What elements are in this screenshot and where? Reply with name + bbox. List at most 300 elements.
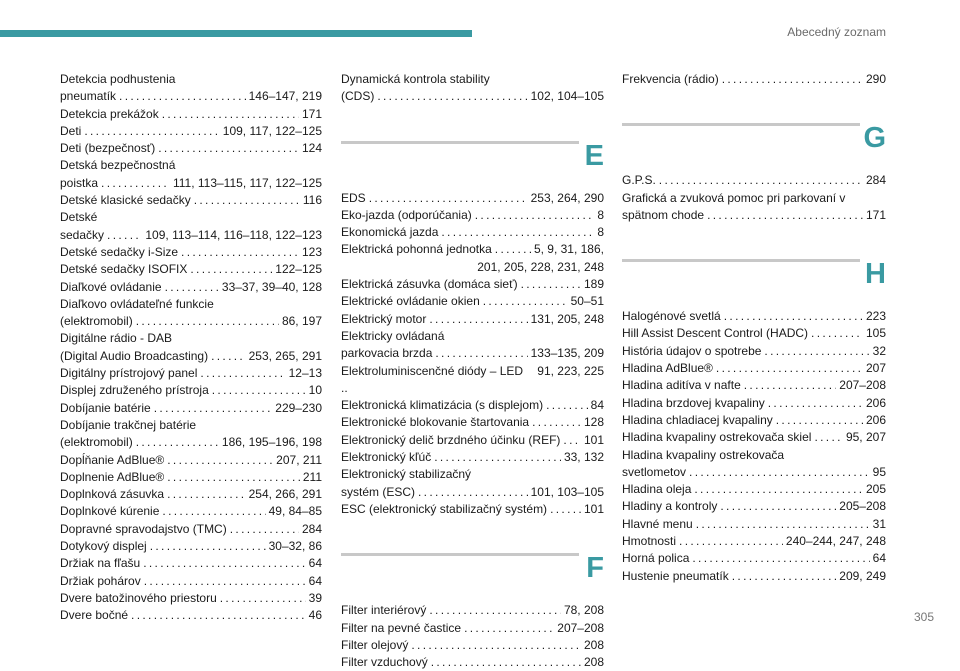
index-entry-heading: Dynamická kontrola stability: [341, 72, 490, 86]
index-entry: [60, 71, 322, 106]
index-entry-pages: 102, 104–105: [530, 89, 604, 104]
index-entry: [622, 447, 886, 482]
index-entry-line: [60, 227, 322, 244]
index-entry-label: Elektrická pohonná jednotka: [341, 242, 492, 257]
index-entry: [622, 377, 886, 394]
index-entry-line: [341, 345, 604, 362]
index-entry: [341, 432, 604, 449]
index-entry-label: História údajov o spotrebe: [622, 343, 762, 358]
index-entry-line: [622, 207, 886, 224]
index-entry-label: Elektrický motor: [341, 311, 427, 326]
index-entry-line: [622, 343, 886, 360]
index-entry-line: [341, 654, 604, 671]
index-entry: [622, 533, 886, 550]
index-entry: [341, 224, 604, 241]
index-entry-label: Elektrická zásuvka (domáca sieť): [341, 277, 518, 292]
index-entry: [622, 516, 886, 533]
dot-leader: [230, 521, 299, 538]
index-entry-label: Horná polica: [622, 551, 690, 566]
dot-leader: [107, 227, 142, 244]
index-entry: [341, 190, 604, 207]
dot-leader: [546, 397, 588, 414]
index-entry: [60, 261, 322, 278]
dot-leader: [369, 190, 528, 207]
index-entry: [60, 503, 322, 520]
index-entry-line: [60, 175, 322, 192]
index-entry-pages: 133–135, 209: [530, 346, 604, 361]
index-column-1: [60, 71, 322, 625]
index-entry-pages: 253, 264, 290: [530, 190, 604, 205]
index-entry: [341, 414, 604, 431]
index-entry-label: Detské sedačky i-Size: [60, 244, 179, 259]
index-entry-pages: 131, 205, 248: [530, 311, 604, 326]
index-entry-line: [622, 550, 886, 567]
index-entry-label: Hill Assist Descent Control (HADC): [622, 326, 809, 341]
index-entry: [60, 244, 322, 261]
dot-leader: [764, 343, 869, 360]
index-entry-label: Detské klasické sedačky: [60, 193, 191, 208]
dot-leader: [84, 123, 219, 140]
index-entry: [60, 296, 322, 331]
index-entry-pages: 207: [865, 361, 886, 376]
index-entry-label: Hladina kvapaliny ostrekovača skiel: [622, 430, 812, 445]
index-entry-label: Držiak na fľašu: [60, 556, 141, 571]
index-entry-pages: 284: [865, 173, 886, 188]
section-divider: [341, 141, 579, 144]
index-entry-line: [60, 279, 322, 296]
index-entry-line: [60, 452, 322, 469]
index-entry-label: Dopĺňanie AdBlue®: [60, 452, 165, 467]
index-entry-line: [622, 308, 886, 325]
index-entry-label: parkovacia brzda: [341, 346, 433, 361]
index-entry-pages: 171: [865, 207, 886, 222]
index-entry: [341, 241, 604, 276]
section-header: [622, 252, 886, 308]
index-entry: [622, 360, 886, 377]
index-entry-label: Hladina aditíva v nafte: [622, 378, 741, 393]
dot-leader: [119, 88, 246, 105]
index-entry: [622, 308, 886, 325]
index-entry-label: Deti: [60, 123, 82, 138]
index-entry-label: Hladina AdBlue®: [622, 361, 713, 376]
dot-leader: [418, 484, 528, 501]
dot-leader: [696, 516, 870, 533]
index-entry-pages: 109, 117, 122–125: [222, 123, 322, 138]
index-entry-line: [341, 432, 604, 449]
dot-leader: [814, 429, 843, 446]
index-entry-line: [60, 313, 322, 330]
index-entry: [341, 311, 604, 328]
index-entry-label: Filter olejový: [341, 637, 409, 652]
index-entry-label: Frekvencia (rádio): [622, 72, 719, 86]
index-entry: [341, 363, 604, 398]
index-entry-pages: 46: [308, 608, 322, 623]
index-entry: [60, 486, 322, 503]
index-entry-line: [60, 590, 322, 607]
dot-leader: [679, 533, 783, 550]
dot-leader: [435, 345, 527, 362]
index-entry-pages: 78, 208: [563, 603, 604, 618]
index-entry-pages: 186, 195–196, 198: [221, 435, 322, 450]
index-entry: [60, 157, 322, 192]
index-entry-line: [60, 573, 322, 590]
index-entry-pages: 207–208: [839, 378, 886, 393]
index-entry-line: [60, 434, 322, 451]
index-entry-label: Doplnková zásuvka: [60, 487, 165, 502]
index-entry-label: Deti (bezpečnosť): [60, 141, 156, 156]
index-entry-line: [341, 620, 604, 637]
dot-leader: [811, 325, 863, 342]
index-entry-line: [60, 348, 322, 365]
index-entry-pages: 207–208: [557, 620, 604, 635]
index-entry: [60, 417, 322, 452]
dot-leader: [659, 172, 863, 189]
index-entry: [341, 637, 604, 654]
section-header: [341, 546, 604, 602]
index-entry-line: [60, 486, 322, 503]
index-entry-pages: 8: [597, 225, 604, 240]
index-entry-label: Doplnkové kúrenie: [60, 504, 160, 519]
dot-leader: [441, 224, 594, 241]
index-entry: [60, 452, 322, 469]
index-entry-label: Elektronický delič brzdného účinku (REF): [341, 432, 561, 447]
dot-leader: [190, 261, 272, 278]
dot-leader: [732, 568, 837, 585]
index-entry-label: Ekonomická jazda: [341, 225, 439, 240]
index-entry-label: Hlavné menu: [622, 516, 693, 531]
index-entry-pages: 30–32, 86: [268, 539, 322, 554]
index-entry-label: Dopravné spravodajstvo (TMC): [60, 521, 227, 536]
index-entry: [341, 71, 604, 106]
index-entry-pages: 128: [583, 415, 604, 430]
index-entry-pages: 284: [301, 521, 322, 536]
page-header-title: Abecedný zoznam: [787, 25, 886, 39]
index-entry-pages: 95, 207: [845, 430, 886, 445]
index-entry-line: [60, 521, 322, 538]
dot-leader: [194, 192, 300, 209]
index-entry-pages: 146–147, 219: [248, 89, 322, 104]
index-entry-line: [622, 377, 886, 394]
index-entry-label: (Digital Audio Broadcasting): [60, 348, 209, 363]
index-entry-label: Halogénové svetlá: [622, 309, 721, 324]
index-entry-pages: 122–125: [275, 262, 322, 277]
section-letter: H: [865, 258, 886, 291]
index-entry-line: [622, 516, 886, 533]
index-entry-label: Dvere batožinového priestoru: [60, 590, 217, 605]
index-entry-pages: 49, 84–85: [268, 504, 322, 519]
index-entry: [60, 279, 322, 296]
index-entry-pages: 95: [872, 464, 886, 479]
header-accent-bar: [0, 30, 472, 37]
dot-leader: [154, 400, 273, 417]
index-entry-pages: 101, 103–105: [530, 484, 604, 499]
dot-leader: [150, 538, 266, 555]
index-entry-heading: Elektronický stabilizačný: [341, 467, 472, 482]
dot-leader: [167, 469, 300, 486]
index-entry-heading: Diaľkovo ovládateľné funkcie: [60, 296, 214, 311]
dot-leader: [162, 503, 265, 520]
dot-leader: [532, 414, 581, 431]
index-entry: [60, 209, 322, 244]
index-entry-label: Elektronická klimatizácia (s displejom): [341, 398, 544, 413]
index-entry-line: [60, 106, 322, 123]
index-entry-pages: 206: [865, 412, 886, 427]
dot-leader: [495, 241, 531, 258]
index-entry: [341, 620, 604, 637]
index-entry: [60, 400, 322, 417]
dot-leader: [131, 607, 306, 624]
dot-leader: [716, 360, 863, 377]
dot-leader: [162, 106, 299, 123]
index-entry-pages: 123: [301, 244, 322, 259]
index-entry-label: systém (ESC): [341, 484, 416, 499]
index-entry-pages: 64: [872, 551, 886, 566]
index-entry-line: [60, 140, 322, 157]
index-entry-line: [341, 207, 604, 224]
section-divider: [341, 553, 579, 556]
index-entry-label: Elektronické blokovanie štartovania: [341, 415, 530, 430]
index-entry-label: Detské sedačky ISOFIX: [60, 262, 188, 277]
index-entry-label: Hladina oleja: [622, 482, 692, 497]
index-entry-line: [60, 88, 322, 105]
index-entry-pages: 116: [302, 193, 322, 208]
index-entry-label: Digitálny prístrojový panel: [60, 366, 198, 381]
index-entry-label: Dobíjanie batérie: [60, 400, 151, 415]
index-entry-line: [341, 602, 604, 619]
index-entry-pages: 84: [590, 398, 604, 413]
index-entry-heading: Detské: [60, 210, 98, 225]
dot-leader: [689, 464, 870, 481]
index-entry-pages: 105: [865, 326, 886, 341]
index-entry: [60, 365, 322, 382]
index-entry-label: Diaľkové ovládanie: [60, 279, 162, 294]
index-entry-label: Filter vzduchový: [341, 655, 428, 670]
index-entry-pages: 111, 113–115, 117, 122–125: [172, 175, 322, 190]
index-entry-label: (elektromobil): [60, 435, 133, 450]
dot-leader: [720, 498, 836, 515]
index-entry-label: Eko-jazda (odporúčania): [341, 207, 472, 222]
index-entry-line: [622, 395, 886, 412]
index-entry-pages: 208: [583, 637, 604, 652]
index-entry-line: [60, 503, 322, 520]
dot-leader: [377, 88, 527, 105]
index-entry: [341, 328, 604, 363]
index-entry-line: [622, 498, 886, 515]
index-entry-pages: 211: [302, 469, 322, 484]
index-entry-line: [622, 533, 886, 550]
index-entry-pages: 86, 197: [281, 314, 322, 329]
index-entry-line: [622, 71, 886, 88]
index-entry-heading: Grafická a zvuková pomoc pri parkovaní v: [622, 190, 846, 205]
index-entry-pages: 229–230: [275, 400, 322, 415]
index-entry-line: [60, 365, 322, 382]
index-entry-line: [341, 637, 604, 654]
index-entry: [60, 573, 322, 590]
index-entry-line: [341, 276, 604, 293]
index-entry-label: Dotykový displej: [60, 539, 147, 554]
index-entry: [622, 429, 886, 446]
dot-leader: [434, 449, 561, 466]
index-entry: [622, 190, 886, 225]
index-entry-pages: 91, 223, 225: [537, 363, 604, 378]
index-entry: [622, 395, 886, 412]
section-letter: G: [863, 122, 886, 155]
dot-leader: [212, 382, 306, 399]
index-entry-label: pneumatík: [60, 89, 117, 104]
dot-leader: [165, 279, 219, 296]
index-entry-line: [622, 464, 886, 481]
index-entry-pages: 32: [872, 343, 886, 358]
dot-leader: [694, 481, 863, 498]
index-entry: [622, 498, 886, 515]
index-column-3: [622, 71, 886, 585]
index-entry-line: [60, 244, 322, 261]
index-entry-pages: 12–13: [288, 366, 322, 381]
dot-leader: [475, 207, 595, 224]
index-entry: [622, 412, 886, 429]
index-entry-line: [622, 412, 886, 429]
dot-leader: [563, 432, 581, 449]
index-entry: [622, 172, 886, 189]
index-entry-pages: 50–51: [570, 294, 604, 309]
dot-leader: [429, 602, 561, 619]
index-entry-line: [622, 429, 886, 446]
index-entry-label: Detekcia prekážok: [60, 106, 159, 121]
index-entry: [341, 276, 604, 293]
index-entry-pages: 33–37, 39–40, 128: [221, 279, 322, 294]
index-entry-pages: 205: [865, 482, 886, 497]
index-entry-line: [622, 325, 886, 342]
index-entry-line: [341, 241, 604, 258]
index-entry-pages: 39: [308, 590, 322, 605]
page-number: 305: [913, 610, 934, 624]
index-entry: [341, 466, 604, 501]
section-header: [622, 116, 886, 172]
index-entry-line: [341, 484, 604, 501]
index-entry-label: (CDS): [341, 89, 375, 104]
index-entry: [622, 343, 886, 360]
index-entry-pages: 31: [872, 516, 886, 531]
index-entry-line: [60, 382, 322, 399]
index-entry-pages: 206: [865, 395, 886, 410]
index-entry-pages: 64: [308, 573, 322, 588]
index-entry-label: G.P.S.: [622, 173, 656, 188]
index-entry: [341, 397, 604, 414]
dot-leader: [550, 501, 581, 518]
index-entry: [341, 501, 604, 518]
index-entry-label: Filter interiérový: [341, 603, 427, 618]
index-entry-pages: 8: [597, 207, 604, 222]
section-divider: [622, 123, 860, 126]
index-entry-pages: 209, 249: [839, 568, 886, 583]
index-entry-label: Hustenie pneumatík: [622, 568, 729, 583]
index-entry-pages: 254, 266, 291: [248, 487, 322, 502]
index-entry-label: Hladina chladiacej kvapaliny: [622, 412, 773, 427]
dot-leader: [411, 637, 581, 654]
dot-leader: [167, 452, 273, 469]
index-entry: [341, 449, 604, 466]
index-entry: [60, 330, 322, 365]
index-entry-pages: 171: [301, 106, 322, 121]
index-entry-pages: 207, 211: [276, 452, 322, 467]
index-entry-line: [341, 190, 604, 207]
index-entry-label: poistka: [60, 175, 99, 190]
index-entry-label: Dvere bočné: [60, 608, 129, 623]
dot-leader: [143, 555, 305, 572]
index-entry-pages: 223: [865, 309, 886, 324]
index-entry: [60, 382, 322, 399]
dot-leader: [220, 590, 306, 607]
index-entry-label: Displej združeného prístroja: [60, 383, 209, 398]
index-entry-heading: Detská bezpečnostná: [60, 158, 176, 173]
dot-leader: [181, 244, 299, 261]
index-entry-line: [341, 311, 604, 328]
index-entry: [622, 481, 886, 498]
index-entry: [60, 140, 322, 157]
index-entry: [60, 538, 322, 555]
index-column-2: [341, 71, 604, 671]
index-entry-label: svetlometov: [622, 464, 687, 479]
index-entry-line: [622, 568, 886, 585]
index-entry-heading: Hladina kvapaliny ostrekovača: [622, 447, 785, 462]
index-entry-pages: 5, 9, 31, 186,: [533, 242, 604, 257]
dot-leader: [429, 311, 527, 328]
section-letter: F: [586, 552, 604, 585]
index-entry-pages: 10: [308, 383, 322, 398]
index-entry-line: [341, 363, 604, 398]
index-entry-label: Hladiny a kontroly: [622, 499, 718, 514]
index-entry-heading: Dobíjanie trakčnej batérie: [60, 417, 197, 432]
index-entry-label: Elektronický kľúč: [341, 450, 432, 465]
index-entry: [622, 325, 886, 342]
dot-leader: [136, 313, 279, 330]
index-entry-label: Hladina brzdovej kvapaliny: [622, 395, 765, 410]
index-entry-line: [341, 449, 604, 466]
index-entry-pages: 109, 113–114, 116–118, 122–123: [145, 227, 322, 242]
index-entry-pages: 101: [583, 432, 604, 447]
index-entry-pages: 101: [583, 501, 604, 516]
index-entry: [341, 207, 604, 224]
index-entry-line: [60, 538, 322, 555]
index-entry-pages: 189: [583, 277, 604, 292]
index-entry: [60, 607, 322, 624]
index-entry-line: [60, 123, 322, 140]
index-entry: [622, 550, 886, 567]
index-entry-line: [341, 224, 604, 241]
index-entry-label: (elektromobil): [60, 314, 133, 329]
index-entry-line: [622, 481, 886, 498]
index-entry-heading: Digitálne rádio - DAB: [60, 331, 173, 346]
dot-leader: [200, 365, 285, 382]
index-entry-pages: 240–244, 247, 248: [785, 534, 886, 549]
section-header: [341, 134, 604, 190]
index-entry-label: spätnom chode: [622, 207, 705, 222]
index-entry: [341, 602, 604, 619]
index-entry-line: [60, 469, 322, 486]
index-entry-line: [60, 261, 322, 278]
section-divider: [622, 259, 860, 262]
index-entry: [622, 568, 886, 585]
index-entry-label: Elektrické ovládanie okien: [341, 294, 480, 309]
index-entry: [60, 123, 322, 140]
dot-leader: [101, 175, 170, 192]
dot-leader: [144, 573, 306, 590]
index-entry-pages: 64: [308, 556, 322, 571]
index-entry: [341, 654, 604, 671]
index-entry-label: sedačky: [60, 227, 105, 242]
dot-leader: [768, 395, 863, 412]
index-entry: [622, 71, 886, 88]
